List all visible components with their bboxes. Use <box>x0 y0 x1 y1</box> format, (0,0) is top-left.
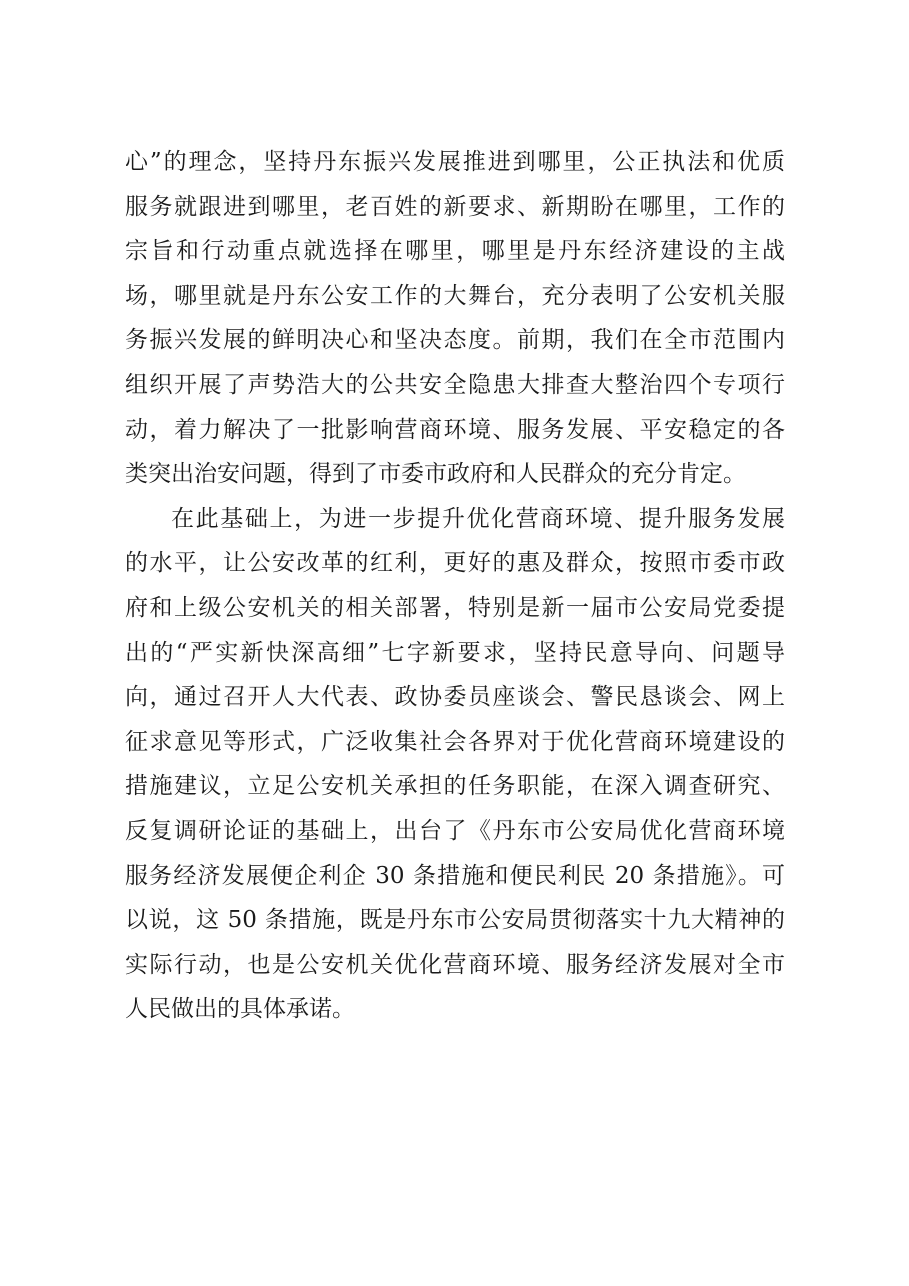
paragraph-line: 组织开展了声势浩大的公共安全隐患大排查大整治四个专项行 <box>125 371 785 398</box>
paragraph-line: 在此基础上，为进一步提升优化营商环境、提升服务发展 <box>171 505 785 532</box>
paragraph-line: 服务经济发展便企利企 30 条措施和便民利民 20 条措施》。可 <box>125 862 785 889</box>
paragraph-line: 宗旨和行动重点就选择在哪里，哪里是丹东经济建设的主战 <box>125 238 785 265</box>
paragraph-line: 以说，这 50 条措施，既是丹东市公安局贯彻落实十九大精神的 <box>125 907 785 934</box>
paragraph-line: 征求意见等形式，广泛收集社会各界对于优化营商环境建设的 <box>125 728 785 755</box>
document-body <box>125 140 785 1032</box>
paragraph-line: 服务就跟进到哪里，老百姓的新要求、新期盼在哪里，工作的 <box>125 193 785 220</box>
paragraph-line: 实际行动，也是公安机关优化营商环境、服务经济发展对全市 <box>125 951 785 978</box>
paragraph-2 <box>125 497 785 1032</box>
paragraph-line: 动，着力解决了一批影响营商环境、服务发展、平安稳定的各 <box>125 416 785 443</box>
paragraph-line: 人民做出的具体承诺。 <box>125 996 355 1023</box>
paragraph-1 <box>125 140 785 497</box>
paragraph-line: 出的“严实新快深高细”七字新要求，坚持民意导向、问题导 <box>125 639 785 666</box>
paragraph-line: 措施建议，立足公安机关承担的任务职能，在深入调查研究、 <box>125 773 785 800</box>
paragraph-line: 的水平，让公安改革的红利，更好的惠及群众，按照市委市政 <box>125 550 785 577</box>
paragraph-line: 场，哪里就是丹东公安工作的大舞台，充分表明了公安机关服 <box>125 282 785 309</box>
paragraph-line: 向，通过召开人大代表、政协委员座谈会、警民恳谈会、网上 <box>125 684 785 711</box>
paragraph-line: 府和上级公安机关的相关部署，特别是新一届市公安局党委提 <box>125 594 785 621</box>
paragraph-line: 类突出治安问题，得到了市委市政府和人民群众的充分肯定。 <box>125 461 746 488</box>
paragraph-line: 反复调研论证的基础上，出台了《丹东市公安局优化营商环境 <box>125 817 785 844</box>
paragraph-line: 务振兴发展的鲜明决心和坚决态度。前期，我们在全市范围内 <box>125 327 785 354</box>
paragraph-line: 心”的理念，坚持丹东振兴发展推进到哪里，公正执法和优质 <box>125 149 785 175</box>
